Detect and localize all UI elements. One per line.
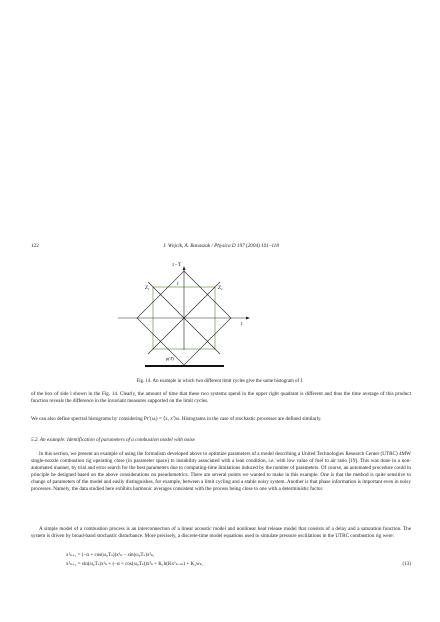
figure-caption: Fig. 14. An example in which two different limit cycles give the same histogram of J. (136, 379, 304, 384)
y-axis-label: t - T (172, 263, 181, 268)
x-axis-arrow (246, 317, 250, 320)
page-number: 122 (31, 243, 39, 249)
label-z2: Z₂ (218, 286, 223, 291)
section-heading: 5.2. An example: Identification of parameters of a combustion model with noise (31, 437, 195, 443)
paragraph-text: In this section, we present an example of using the formalism developed above to optimize parameters of a model describing a United Technologies Research Center (UTRC) 4MW single-nozzle combustion rig operating close (in parameter space) to instability associated with a lean condition, i.e. with low value of fuel to air ratio [19]. This was done in a non-automated manner, by trial and error search for the best parameters due to computing-time limitations induced by the number of parameters. Of course, an automated procedure could in principle be designed based on the above considerations on pseudometrics. There are several points we wanted to make in this example. One is that the method is quite sensitive to change of parameters of the model and easily distinguishes, for example, between a limit cycling and a stable noisy system. Another is that phase information is important even in noisy processes. Namely, the data studied here exhibits harmonic averages consistent with the process being close to one with a deterministic factor. (31, 451, 411, 493)
running-title: J. Wojcik, A. Banaszuk / Physica D 197 (2004) 101–118 (163, 243, 279, 249)
paragraph-2 (31, 416, 411, 423)
equation-line-1: x¹ₖ₊₁ = (−α + cos(ω₀Tₛ))x¹ₖ − sin(ω₀Tₛ)x²ₖ, (66, 552, 155, 558)
body-paragraph-2 (31, 526, 411, 540)
label-z1: Z₁ (145, 286, 150, 291)
body-paragraph-1 (31, 451, 411, 494)
y-axis-arrow (183, 266, 186, 270)
paragraph-text: of the box of side l shown in the Fig. 14. Clearly, the amount of time that these two systems spend in the upper right quadrant is different and thus the time average of this product function reveals the difference in the invariant measures supported on the limit cycles. (31, 391, 411, 405)
equation-line-2 (66, 561, 411, 567)
x-axis-label: t (241, 322, 243, 327)
paragraph-text: We can also define spectral histograms by considering Pτ′(ωᵢ) = ⟨x, x′⟩ω. Histograms in the case of stochastic processes are defined similarly. (31, 416, 322, 422)
paragraph-text: A simple model of a combustion process is an interconnection of a linear acoustic model and nonlinear heat release model that consists of a delay and a saturation function. The system is driven by broad-band stochastic disturbance. More precisely, a discrete-time model equations used to simulate pressure oscillations in the UTRC combustion rig were: (31, 526, 411, 540)
paragraph-1 (31, 391, 411, 405)
equation-text: x²ₖ₊₁ = sin(ω₀Tₛ)x¹ₖ + (−α + cos(ω₀Tₛ))x²ₖ + K₁h(Kx¹ₖ₋ₘ) + K₂wₖ, (66, 561, 203, 567)
label-p: p(T) (166, 356, 174, 361)
label-l: l (177, 282, 179, 287)
equation-number: (13) (402, 561, 411, 567)
